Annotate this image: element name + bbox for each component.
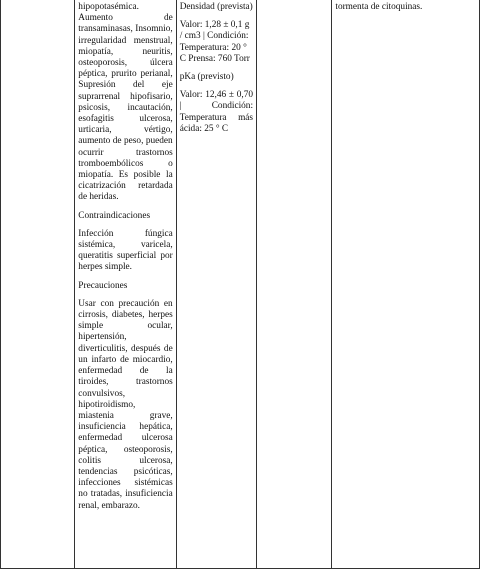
contraindications-text: Infección fúngica sistémica, varicela, queratitis superficial por herpes simple. <box>78 228 173 273</box>
table-cell-empty-1 <box>1 0 75 569</box>
precautions-text: Usar con precaución en cirrosis, diabetes, herpes simple ocular, hipertensión, diverticulitis, después de un infarto de miocardio, enfermedad de la tiroides, trastornos convulsivos, hipotiroidismo, miastenia grave, insuficiencia hepática, enfermedad ulcerosa péptica, osteoporosis, colitis ulcerosa, tendencias psicóticas, infecciones sistémicas no tratadas, insuficiencia renal, embarazo. <box>78 298 173 511</box>
pka-heading: pKa (previsto) <box>179 72 234 83</box>
adverse-effects-text: hipopotasémica. Aumento de transaminasas, Insomnio, irregularidad menstrual, miopatía, neuritis, osteoporosis, úlcera péptica, prurito perianal, Supresión del eje suprarrenal hipofisario, psicosis, incautación, esofagitis ulcerosa, urticaria, vértigo, aumento de peso, pueden ocurrir trastornos tromboembólicos o miopatía. Es posible la cicatrización retardada de heridas. <box>78 2 173 203</box>
table-row <box>1 0 480 569</box>
table-cell-effects <box>75 0 176 569</box>
table-cell-empty-2 <box>257 0 332 569</box>
table-cell-properties <box>176 0 256 569</box>
table-cell-notes <box>332 0 480 569</box>
precautions-heading: Precauciones <box>78 280 128 291</box>
contraindications-heading: Contraindicaciones <box>78 210 151 221</box>
right-column-text: tormenta de citoquinas. <box>335 2 423 12</box>
density-text: Valor: 1,28 ± 0,1 g / cm3 | Condición: Temperatura: 20 ° C Prensa: 760 Torr <box>179 20 250 64</box>
density-heading: Densidad (prevista) <box>179 2 253 12</box>
pka-text: Valor: 12,46 ± 0,70 | Condición: Temperatura más ácida: 25 ° C <box>179 90 254 134</box>
